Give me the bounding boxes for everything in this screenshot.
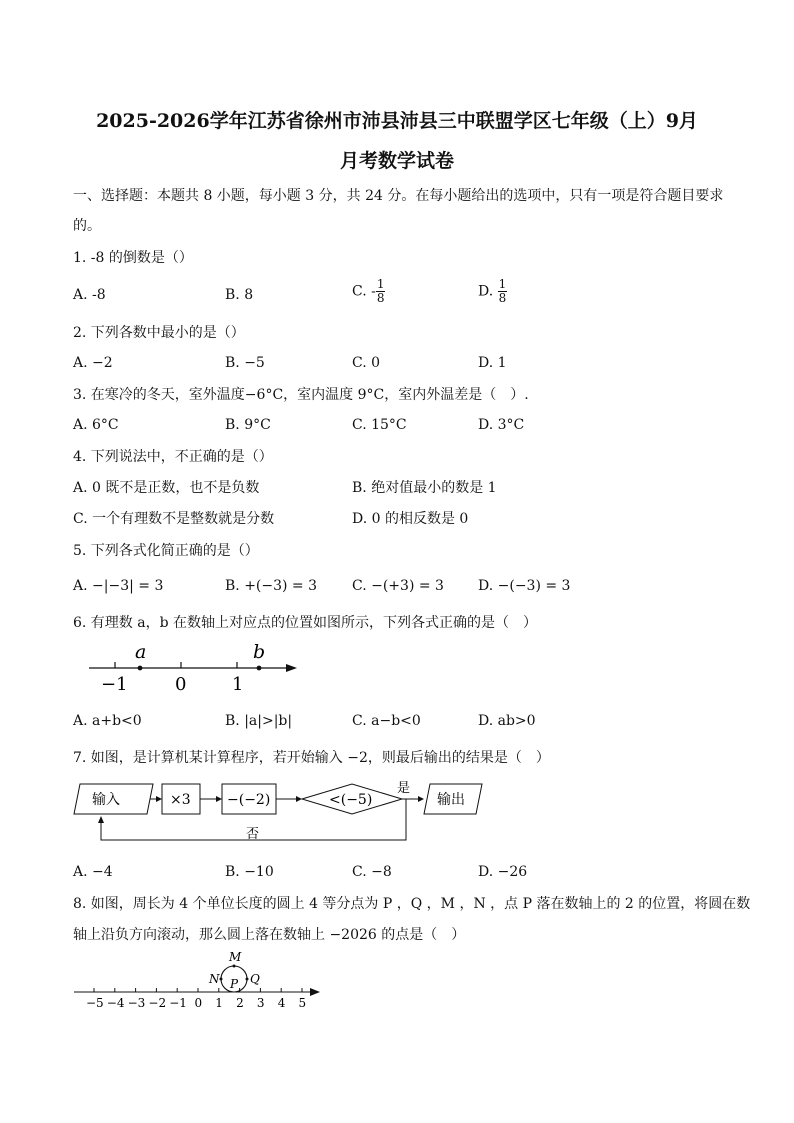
tick-label: 1: [215, 996, 223, 1010]
flow-yes-label: 是: [397, 781, 411, 796]
label-b: b: [253, 641, 266, 663]
tick-label-0: 0: [175, 674, 187, 695]
flow-condition-label: <(−5): [329, 792, 373, 808]
exam-title-line1: 2025-2026学年江苏省徐州市沛县沛县三中联盟学区七年级（上）9月: [96, 110, 698, 132]
fraction-numerator: 1: [376, 277, 385, 291]
q4-option-a: A. 0 既不是正数，也不是负数: [73, 480, 260, 496]
flow-arrow-head: [156, 796, 162, 802]
point-M-dot: [233, 965, 236, 968]
tick-label: −5: [86, 996, 104, 1010]
question-3-stem: 3. 在寒冷的冬天，室外温度−6°C，室内温度 9°C，室内外温差是（ ）.: [73, 387, 529, 403]
q7-option-d: D. −26: [478, 864, 528, 880]
q6-number-line-figure: [85, 640, 305, 696]
section-heading: 一、选择题：本题共 8 小题，每小题 3 分，共 24 分。在每小题给出的选项中，只有一项是符合题目要求: [73, 188, 724, 204]
fraction-denominator: 8: [498, 291, 507, 305]
q3-option-d: D. 3°C: [478, 417, 525, 433]
q5-option-b: B. +(−3) = 3: [225, 578, 318, 594]
q1-option-d-prefix: D.: [478, 283, 498, 300]
tick-label: 4: [277, 996, 286, 1010]
q1-option-b: B. 8: [225, 287, 254, 303]
q4-option-d: D. 0 的相反数是 0: [352, 511, 469, 527]
flow-output-label: 输出: [437, 792, 465, 808]
question-8-stem: 8. 如图，周长为 4 个单位长度的圆上 4 等分点为 P ，Q ，M ，N ，点 P 落在数轴上的 2 的位置，将圆在数: [73, 896, 751, 912]
q7-option-c: C. −8: [352, 864, 392, 880]
q1-option-c-prefix: C. -: [352, 283, 376, 300]
q4-option-c: C. 一个有理数不是整数就是分数: [73, 511, 275, 527]
exam-title-line2: 月考数学试卷: [339, 150, 454, 172]
section-heading-cont: 的。: [73, 218, 101, 234]
tick-label: −4: [106, 996, 125, 1010]
tick-label: −1: [169, 996, 187, 1010]
flow-arrow-head: [216, 796, 222, 802]
tick-label: 0: [194, 996, 203, 1010]
q2-option-a: A. −2: [73, 355, 113, 371]
q2-option-d: D. 1: [478, 355, 507, 371]
q5-option-d: D. −(−3) = 3: [478, 578, 571, 594]
label-N: N: [209, 972, 220, 986]
q6-option-b: B. |a|>|b|: [225, 713, 293, 729]
q7-option-a: A. −4: [73, 864, 113, 880]
question-1-stem: 1. -8 的倒数是（）: [73, 250, 193, 266]
tick-label-minus1: −1: [101, 674, 128, 695]
tick-label: 5: [298, 996, 307, 1010]
label-P: P: [230, 977, 239, 991]
label-M: M: [229, 950, 242, 964]
point-N-dot: [220, 978, 223, 981]
q7-option-b: B. −10: [225, 864, 274, 880]
label-Q: Q: [250, 972, 260, 986]
q2-option-b: B. −5: [225, 355, 265, 371]
flow-minus-label: −(−2): [227, 792, 271, 808]
question-5-stem: 5. 下列各式化简正确的是（）: [73, 543, 259, 559]
arrow-head: [286, 664, 297, 672]
tick-label: 3: [256, 996, 265, 1010]
label-a: a: [135, 641, 147, 663]
q6-option-d: D. ab>0: [478, 713, 536, 729]
q5-option-c: C. −(+3) = 3: [352, 578, 444, 594]
flow-arrow-head: [98, 816, 104, 823]
q3-option-b: B. 9°C: [225, 417, 271, 433]
q1-option-c-fraction: [376, 278, 386, 305]
flow-times3-label: ×3: [170, 792, 191, 808]
q8-rolling-circle-figure: [70, 948, 330, 1012]
flow-input-label: 输入: [92, 792, 120, 808]
tick-group: [86, 988, 306, 1010]
tick-label: −2: [148, 996, 167, 1010]
tick-label: 2: [236, 996, 244, 1010]
q6-option-a: A. a+b<0: [73, 713, 142, 729]
q1-option-a: A. -8: [73, 287, 106, 303]
q7-flowchart-figure: [70, 776, 490, 846]
point-b: [257, 666, 262, 671]
q3-option-a: A. 6°C: [73, 417, 119, 433]
question-7-stem: 7. 如图，是计算机某计算程序，若开始输入 −2，则最后输出的结果是（ ）: [73, 750, 550, 766]
q2-option-c: C. 0: [352, 355, 381, 371]
point-a: [138, 666, 143, 671]
question-2-stem: 2. 下列各数中最小的是（）: [73, 325, 245, 341]
q5-option-a: A. −|−3| = 3: [73, 578, 164, 594]
q6-option-c: C. a−b<0: [352, 713, 421, 729]
question-8-stem-cont: 轴上沿负方向滚动，那么圆上落在数轴上 −2026 的点是（ ）: [73, 927, 466, 943]
tick-label-1: 1: [232, 674, 244, 695]
q1-option-c: [352, 278, 385, 305]
q3-option-c: C. 15°C: [352, 417, 407, 433]
arrow-head: [310, 988, 320, 996]
fraction-denominator: 8: [376, 291, 385, 305]
q1-option-d-fraction: [498, 278, 508, 305]
point-Q-dot: [246, 978, 249, 981]
q1-option-d: [478, 278, 507, 305]
flow-arrow-head: [418, 796, 424, 802]
flow-no-label: 否: [246, 827, 260, 842]
q4-option-b: B. 绝对值最小的数是 1: [352, 480, 497, 496]
tick-label: −3: [127, 996, 146, 1010]
fraction-numerator: 1: [498, 277, 507, 291]
question-6-stem: 6. 有理数 a，b 在数轴上对应点的位置如图所示，下列各式正确的是（ ）: [73, 615, 538, 631]
question-4-stem: 4. 下列说法中，不正确的是（）: [73, 449, 273, 465]
